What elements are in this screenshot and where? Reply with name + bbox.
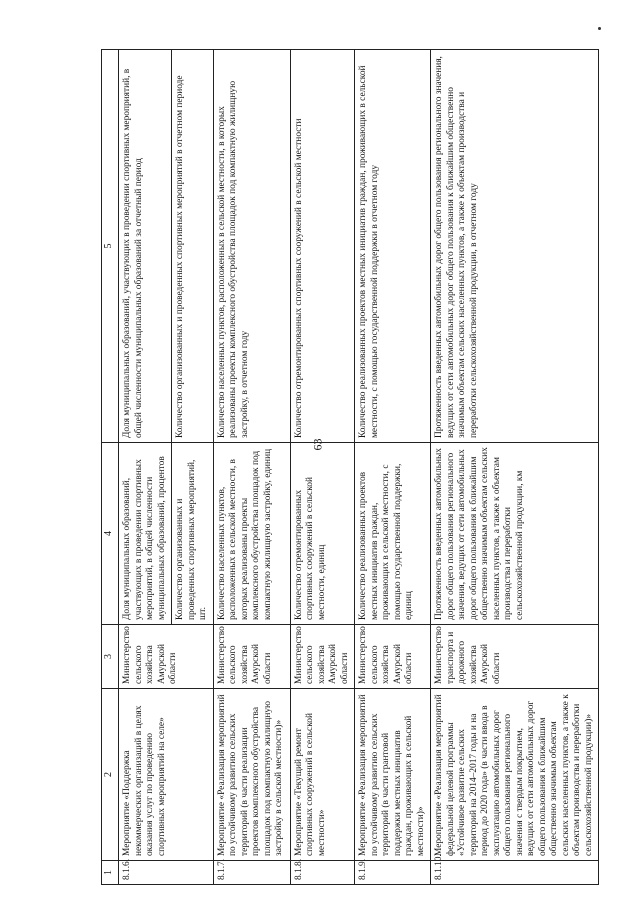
event-cell: Мероприятие «Поддержка некоммерческих организаций в целях оказания услуг по проведению спортивных мероприятий на селе»	[119, 689, 214, 861]
scan-dot	[598, 27, 601, 30]
header-cell: 1	[102, 861, 119, 885]
ministry-cell: Министерство сельского хозяйства Амурской области	[119, 625, 214, 689]
indicator-cell: Количество реализованных проектов местных инициатив граждан, проживающих в сельской местности, с помощью государственной поддержки, единиц	[355, 443, 431, 625]
table-row	[213, 50, 290, 885]
header-cell: 3	[102, 625, 119, 689]
event-cell: Мероприятие «Реализация мероприятий по устойчивому развитию сельских территорий (в части реализации проектов комплексного обустройства площадок под компактную жилищную застройку в сельской местности)»	[213, 689, 290, 861]
row-number: 8.1.10.	[431, 861, 599, 885]
row-number: 8.1.9.	[355, 861, 431, 885]
table-row	[431, 50, 599, 885]
description-cell: Количество отремонтированных спортивных сооружений в сельской местности	[290, 50, 355, 443]
header-cell: 2	[102, 689, 119, 861]
description-cell: Количество организованных и проведенных спортивных мероприятий в отчетном периоде	[172, 50, 214, 443]
indicators-table	[101, 49, 599, 885]
ministry-cell: Министерство сельского хозяйства Амурской области	[290, 625, 355, 689]
ministry-cell: Министерство сельского хозяйства Амурской области	[213, 625, 290, 689]
event-cell: Мероприятие «Реализация мероприятий федеральной целевой программы «Устойчивое развитие сельских территорий на 2014–2017 годы и на период до 2020 года» (в части ввода в эксплуатацию автомобильных дорог общего пользования регионального значения с твердым покрытием, ведущих от сети автомобильных дорог общего пользования к ближайшим общественно значимым объектам сельских населенных пунктов, а также к объектам производства и переработки сельскохозяйственной продукции)»	[431, 689, 599, 861]
ministry-cell: Министерство транспорта и дорожного хозяйства Амурской области	[431, 625, 599, 689]
indicator-cell: Доля муниципальных образований, участвующих в проведении спортивных мероприятий, в общей численности муниципальных образований, процентов	[119, 443, 172, 625]
indicator-cell: Протяженность введенных автомобильных дорог общего пользования регионального значения, ведущих от сети автомобильных дорог общего пользования к ближайшим общественно значимым объектам сельских населенных пунктов, а также к объектам производства и переработки сельскохозяйственной продукции, км	[431, 443, 599, 625]
rotated-table-container	[101, 50, 596, 885]
description-cell: Количество населенных пунктов, расположенных в сельской местности, в которых реализованы проекты комплексного обустройства площадок под компактную жилищную застройку, в отчетном году	[213, 50, 290, 443]
description-cell: Количество реализованных проектов местных инициатив граждан, проживающих в сельской местности, с помощью государственной поддержки в отчетном году	[355, 50, 431, 443]
event-cell: Мероприятие «Реализация мероприятий по устойчивому развитию сельских территорий (в части грантовой поддержки местных инициатив граждан, проживающих в сельской местности)»	[355, 689, 431, 861]
ministry-cell: Министерство сельского хозяйства Амурской области	[355, 625, 431, 689]
row-number: 8.1.8.	[290, 861, 355, 885]
table-row	[119, 50, 172, 885]
table-row	[290, 50, 355, 885]
row-number: 8.1.7.	[213, 861, 290, 885]
indicator-cell: Количество организованных и проведенных спортивных мероприятий, шт.	[172, 443, 214, 625]
table-header-row	[102, 50, 119, 885]
indicator-cell: Количество населенных пунктов, расположенных в сельской местности, в которых реализованы проекты комплексного обустройства площадок под компактную жилищную застройку, единиц	[213, 443, 290, 625]
row-number: 8.1.6.	[119, 861, 214, 885]
page-number: 63	[310, 438, 325, 451]
description-cell: Протяженность введенных автомобильных дорог общего пользования регионального значения, ведущих от сети автомобильных дорог общего пользования к ближайшим общественно значимым объектам сельских населенных пунктов, а также к объектам производства и переработки сельскохозяйственной продукции, в отчетном году	[431, 50, 599, 443]
table-row	[355, 50, 431, 885]
indicator-cell: Количество отремонтированных спортивных сооружений в сельской местности, единиц	[290, 443, 355, 625]
event-cell: Мероприятие «Текущий ремонт спортивных сооружений в сельской местности»	[290, 689, 355, 861]
header-cell: 4	[102, 443, 119, 625]
description-cell: Доля муниципальных образований, участвующих в проведении спортивных мероприятий, в общей численности муниципальных образований за отчетный период	[119, 50, 172, 443]
header-cell: 5	[102, 50, 119, 443]
